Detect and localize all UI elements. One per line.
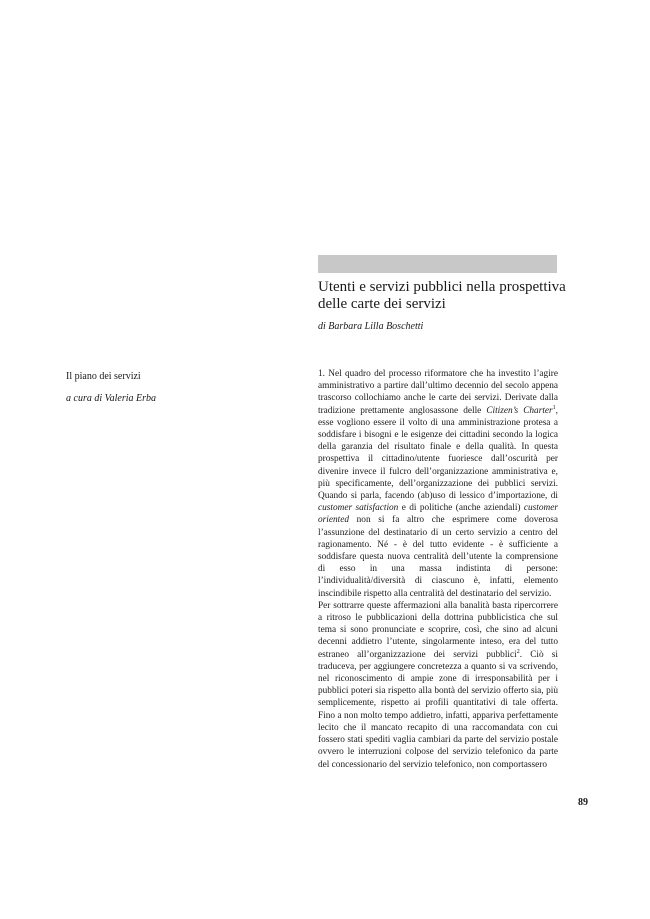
section-editor: a cura di Valeria Erba bbox=[66, 393, 156, 404]
article-author: di Barbara Lilla Boschetti bbox=[318, 321, 424, 332]
article-title: Utenti e servizi pubblici nella prospettiva delle carte dei servizi bbox=[318, 279, 566, 312]
body-paragraph-2: Per sottrarre queste affermazioni alla banalità basta ripercorrere a ritroso le pubblicazioni della dottrina pubblicistica che sul tema si sono pronunciate e scoprire, così, che sino ad alcuni decenni addietro l’utente, singolarmente inteso, era del tutto estraneo all’organizzazione dei servizi pubblici$^2$. Ciò si traduceva, per aggiungere concretezza a quanto si va scrivendo, nel riconoscimento di ampie zone di irresponsabilità per i pubblici poteri sia rispetto alla bontà del servizio offerto sia, più semplicemente, rispetto ai profili quantitativi di tale offerta. Fino a non molto tempo addietro, infatti, appariva perfettamente lecito che il mancato recapito di una raccomandata con cui fossero stati spediti vaglia cambiari da parte del servizio postale ovvero le interruzioni colpose del servizio telefonico da parte del concessionario del servizio telefonico, non comportassero bbox=[318, 600, 558, 770]
article-body bbox=[318, 368, 558, 771]
section-title: Il piano dei servizi bbox=[66, 371, 141, 382]
page-number: 89 bbox=[578, 797, 588, 808]
body-paragraph-1: 1. Nel quadro del processo riformatore che ha investito l’agire amministrativo a partire dall’ultimo decennio del secolo appena trascorso collochiamo anche le carte dei servizi. Derivate dalla tradizione prettamente anglosassone delle Citizen’s Charter$^1$, esse vogliono essere il volto di una amministrazione protesa a soddisfare i bisogni e le esigenze dei cittadini secondo la logica della garanzia del risultato finale e della qualità. In questa prospettiva il cittadino/utente fuoriesce dall’oscurità per divenire invece il fulcro dell’organizzazione amministrativa e, più specificamente, dell’organizzazione dei pubblici servizi. Quando si parla, facendo (ab)uso di lessico d’importazione, di customer satisfaction e di politiche (anche aziendali) customer oriented non si fa altro che esprimere come doverosa l’assunzione del destinatario di un certo servizio a centro del ragionamento. Né - è del tutto evidente - è sufficiente a soddisfare questa nuova centralità dell’utente la comprensione di esso in una massa indistinta di persone: l’individualità/diversità di ciascuno è, infatti, elemento inscindibile rispetto alla centralità del destinatario del servizio. bbox=[318, 369, 558, 599]
footnote-ref-1[interactable]: 1 bbox=[552, 404, 556, 411]
footnote-ref-2[interactable]: 2 bbox=[516, 648, 520, 655]
title-header-bar bbox=[318, 255, 557, 273]
